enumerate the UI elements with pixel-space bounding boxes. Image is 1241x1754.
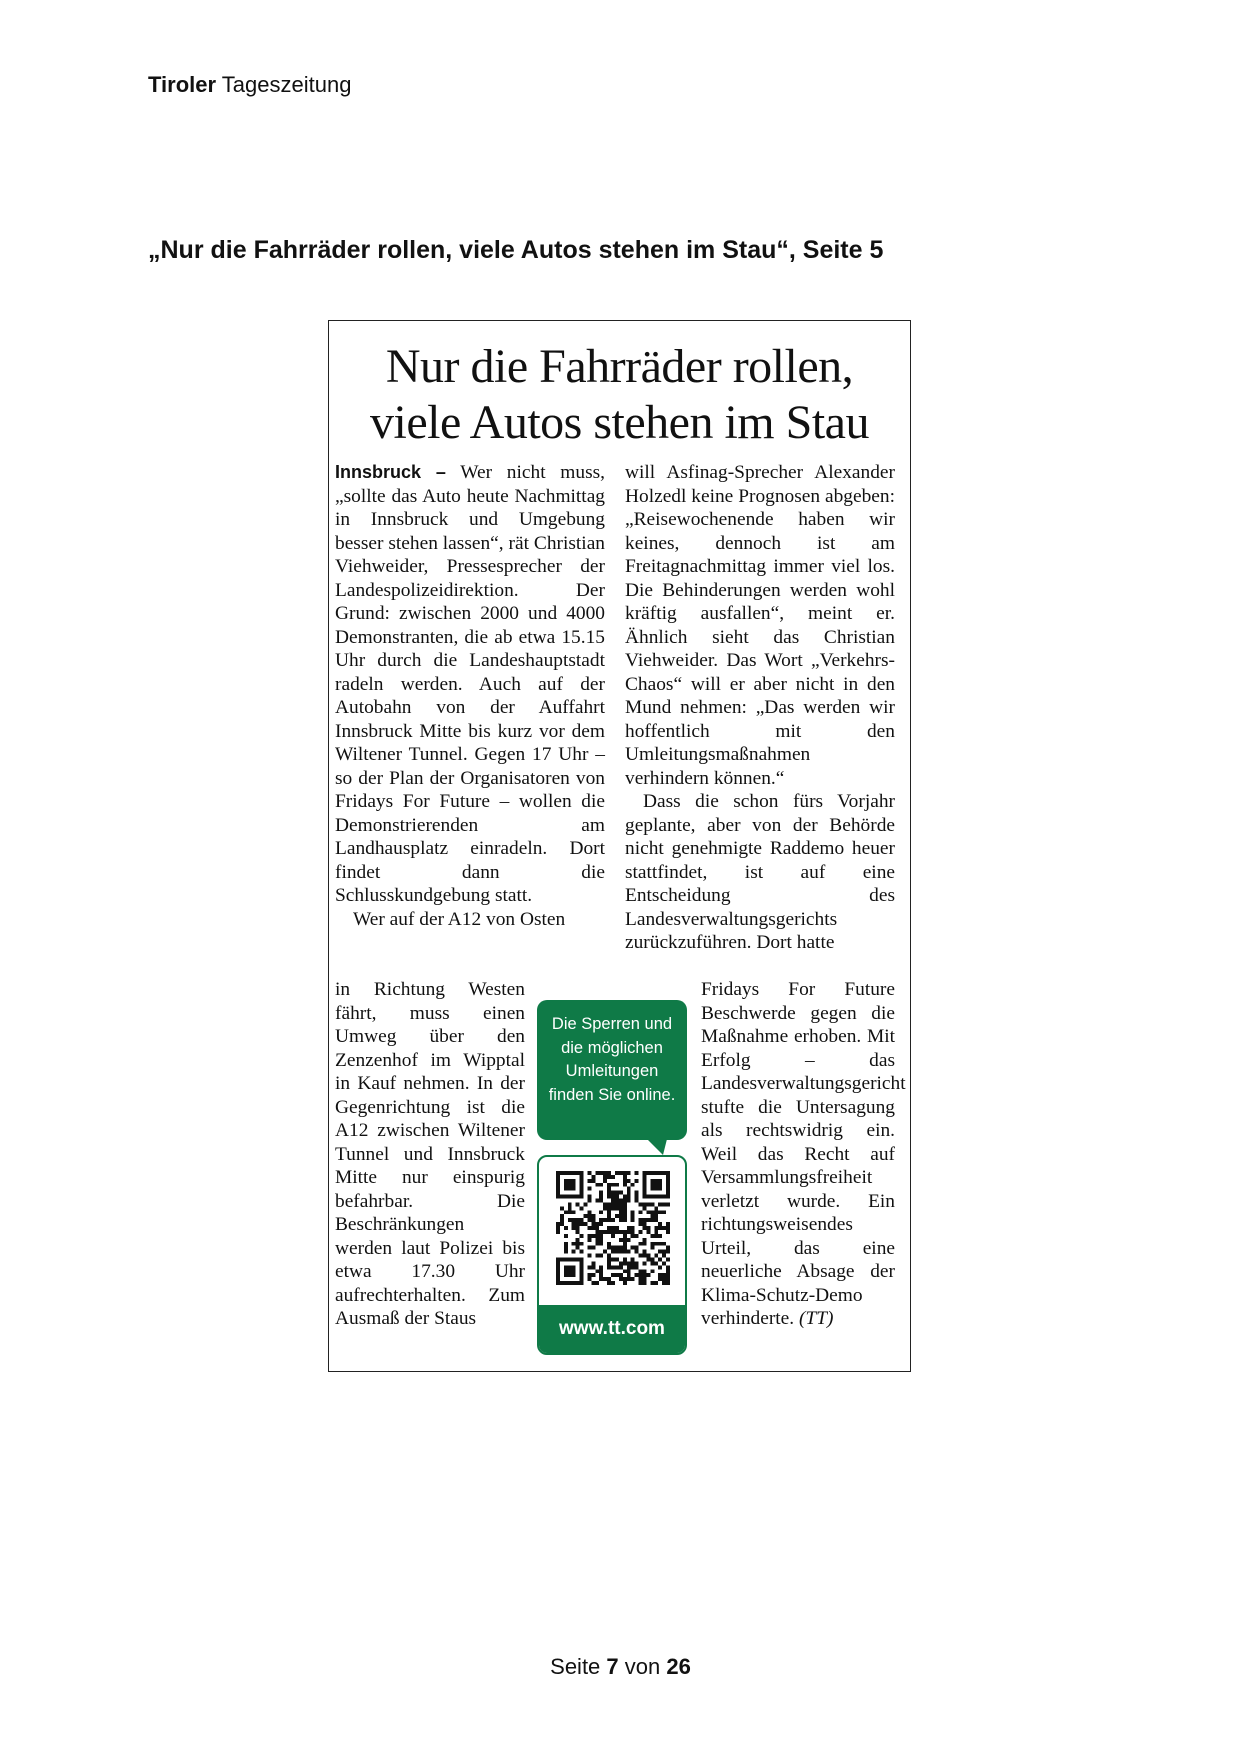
website-link[interactable]: www.tt.com (539, 1305, 685, 1353)
document-title: „Nur die Fahrräder rollen, viele Autos stehen im Stau“, Seite 5 (148, 236, 884, 264)
col3-text: Fridays For Future Beschwerde gegen die Maßnahme erhoben. Mit Erfolg – das Landesverwaltungsgericht stufte die Untersagung als rechtswidrig ein. Weil das Recht auf Versammlungsfreiheit verletzt wurde. Ein richtungsweisendes Urteil, das eine neuerliche Absage der Klima-Schutz-Demo verhinderte. (701, 979, 906, 1329)
total-page-count: 26 (666, 1654, 691, 1679)
col2-paragraph-1: will Asfinag-Sprecher Alexander Holzedl keine Prognosen abgeben: „Reisewochenende haben wir keines, dennoch ist am Freitagnachmittag immer viel los. Die Behinderungen werden wohl kräftig ausfallen“, meint er. Ähnlich sieht das Christian Viehweider. Das Wort „Verkehrs-Chaos“ will er aber nicht in den Mund nehmen: „Das werden wir hoffentlich mit den Umleitungsmaßnahmen verhindern können.“ (625, 462, 895, 789)
online-callout: Die Sperren und die möglichen Umleitungen finden Sie online. (537, 1000, 687, 1140)
col1-paragraph-1: Wer nicht muss, „sollte das Auto heute Nachmittag in Innsbruck und Umgebung besser stehen lassen“, rät Christian Viehweider, Pressesprecher der Landespolizeidirektion. Der Grund: zwischen 2000 und 4000 Demonstranten, die ab etwa 15.15 Uhr durch die Landeshauptstadt radeln werden. Auch auf der Autobahn von der Auffahrt Innsbruck Mitte bis kurz vor dem Wiltener Tunnel. Gegen 17 Uhr – so der Plan der Organisatoren von Fridays For Future – wollen die Demonstrierenden am Landhausplatz einradeln. Dort findet dann die Schlusskundgebung statt. (335, 462, 606, 906)
article-column-3 (701, 978, 906, 1331)
page-footer (0, 1654, 1241, 1680)
headline-line-2: viele Autos stehen im Stau (370, 396, 869, 449)
qr-code-icon[interactable] (556, 1171, 670, 1285)
brand-rest: Tageszeitung (216, 72, 352, 97)
article-clipping (328, 320, 911, 1372)
newspaper-brand (148, 72, 351, 98)
brand-bold: Tiroler (148, 72, 217, 97)
article-signature: (TT) (799, 1308, 834, 1329)
article-column-1-lower (335, 978, 525, 1331)
footer-prefix: Seite (550, 1654, 607, 1679)
col2-paragraph-2: Dass die schon fürs Vorjahr geplante, aber von der Behörde nicht genehmigte Raddemo heuer stattfindet, ist auf eine Entscheidung des Landesverwaltungsgerichts zurückzuführen. Dort hatte (625, 791, 895, 953)
callout-tail (647, 1139, 667, 1155)
article-headline (329, 339, 910, 451)
article-dateline: Innsbruck – (335, 462, 446, 482)
footer-middle: von (618, 1654, 667, 1679)
qr-box[interactable] (537, 1155, 687, 1355)
article-column-2 (625, 461, 895, 955)
current-page-number: 7 (606, 1654, 619, 1679)
article-column-1 (335, 461, 605, 931)
col1-paragraph-2-rest: in Richtung Westen fährt, muss einen Umweg über den Zenzenhof im Wipptal in Kauf nehmen. In der Gegenrichtung ist die A12 zwischen Wiltener Tunnel und Innsbruck Mitte nur einspurig befahrbar. Die Beschränkungen werden laut Polizei bis etwa 17.30 Uhr aufrechterhalten. Zum Ausmaß der Staus (335, 979, 525, 1329)
headline-line-1: Nur die Fahrräder rollen, (385, 340, 854, 393)
col1-paragraph-2-start: Wer auf der A12 von Osten (353, 908, 566, 930)
